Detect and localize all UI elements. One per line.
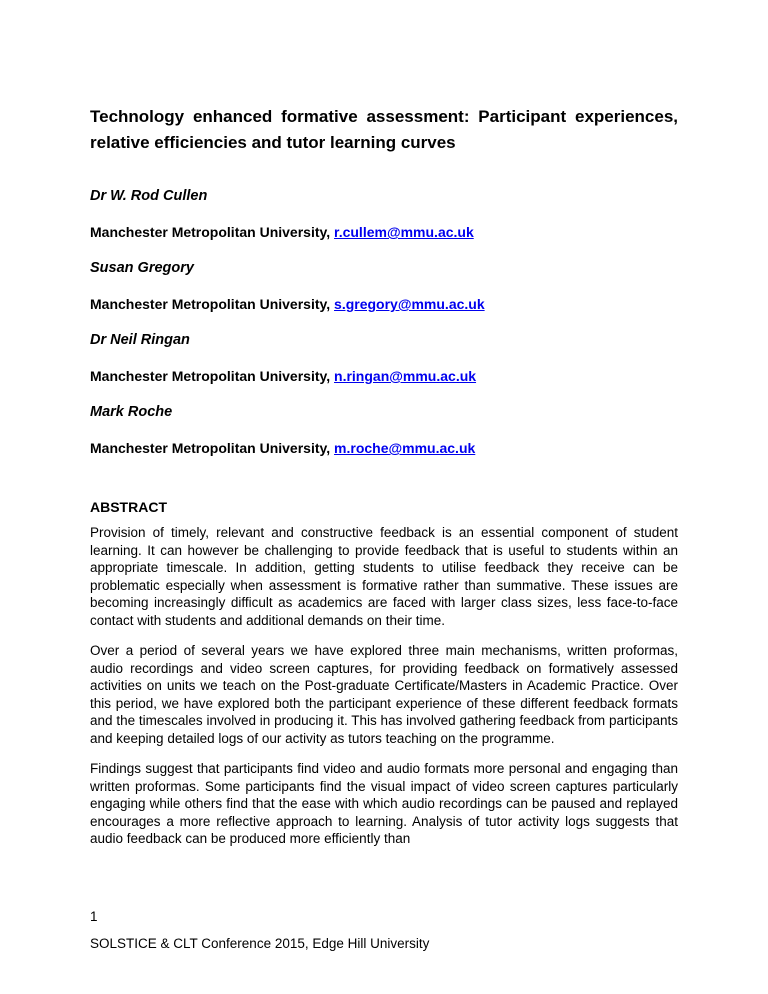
email-link[interactable]: s.gregory@mmu.ac.uk (334, 296, 485, 312)
affiliation-text: Manchester Metropolitan University, (90, 224, 331, 240)
abstract-paragraph: Findings suggest that participants find video and audio formats more personal and engaging than written proformas. Some participants find the visual impact of video screen captures particularly engaging while others find that the ease with which audio recordings can be paused and replayed encourages a more reflective approach to learning. Analysis of tutor activity logs suggests that audio feedback can be produced more efficiently than (90, 761, 678, 846)
page-footer (90, 909, 678, 952)
email-link[interactable]: r.cullem@mmu.ac.uk (334, 224, 474, 240)
author-name: Mark Roche (90, 404, 173, 420)
abstract-paragraph: Provision of timely, relevant and constructive feedback is an essential component of student learning. It can however be challenging to provide feedback that is useful to students within an appropriate timescale. In addition, getting students to utilise feedback they receive can be problematic especially when assessment is formative rather than summative. These issues are becoming increasingly difficult as academics are faced with larger class sizes, less face-to-face contact with students and additional demands on their time. (90, 525, 678, 628)
author-name: Susan Gregory (90, 260, 194, 276)
affiliation-text: Manchester Metropolitan University, (90, 440, 331, 456)
author-affiliation (90, 368, 678, 385)
author-name: Dr W. Rod Cullen (90, 188, 208, 204)
author-name: Dr Neil Ringan (90, 332, 190, 348)
author-affiliation (90, 440, 678, 457)
authors-block (90, 188, 678, 457)
affiliation-text: Manchester Metropolitan University, (90, 296, 331, 312)
abstract-heading: ABSTRACT (90, 499, 167, 515)
affiliation-text: Manchester Metropolitan University, (90, 368, 331, 384)
email-link[interactable]: m.roche@mmu.ac.uk (334, 440, 476, 456)
page-number: 1 (90, 909, 98, 924)
author-affiliation (90, 296, 678, 313)
email-link[interactable]: n.ringan@mmu.ac.uk (334, 368, 477, 384)
paper-title: Technology enhanced formative assessment: Participant experiences, relative efficiencies and tutor learning curves (90, 107, 678, 152)
abstract-paragraph: Over a period of several years we have explored three main mechanisms, written proformas, audio recordings and video screen captures, for providing feedback on formatively assessed activities on units we teach on the Post-graduate Certificate/Masters in Academic Practice. Over this period, we have explored both the participant experience of these different feedback formats and the timescales involved in producing it. This has involved gathering feedback from participants and keeping detailed logs of our activity as tutors teaching on the programme. (90, 643, 678, 746)
author-affiliation (90, 224, 678, 241)
footer-conference: SOLSTICE & CLT Conference 2015, Edge Hill University (90, 936, 430, 951)
